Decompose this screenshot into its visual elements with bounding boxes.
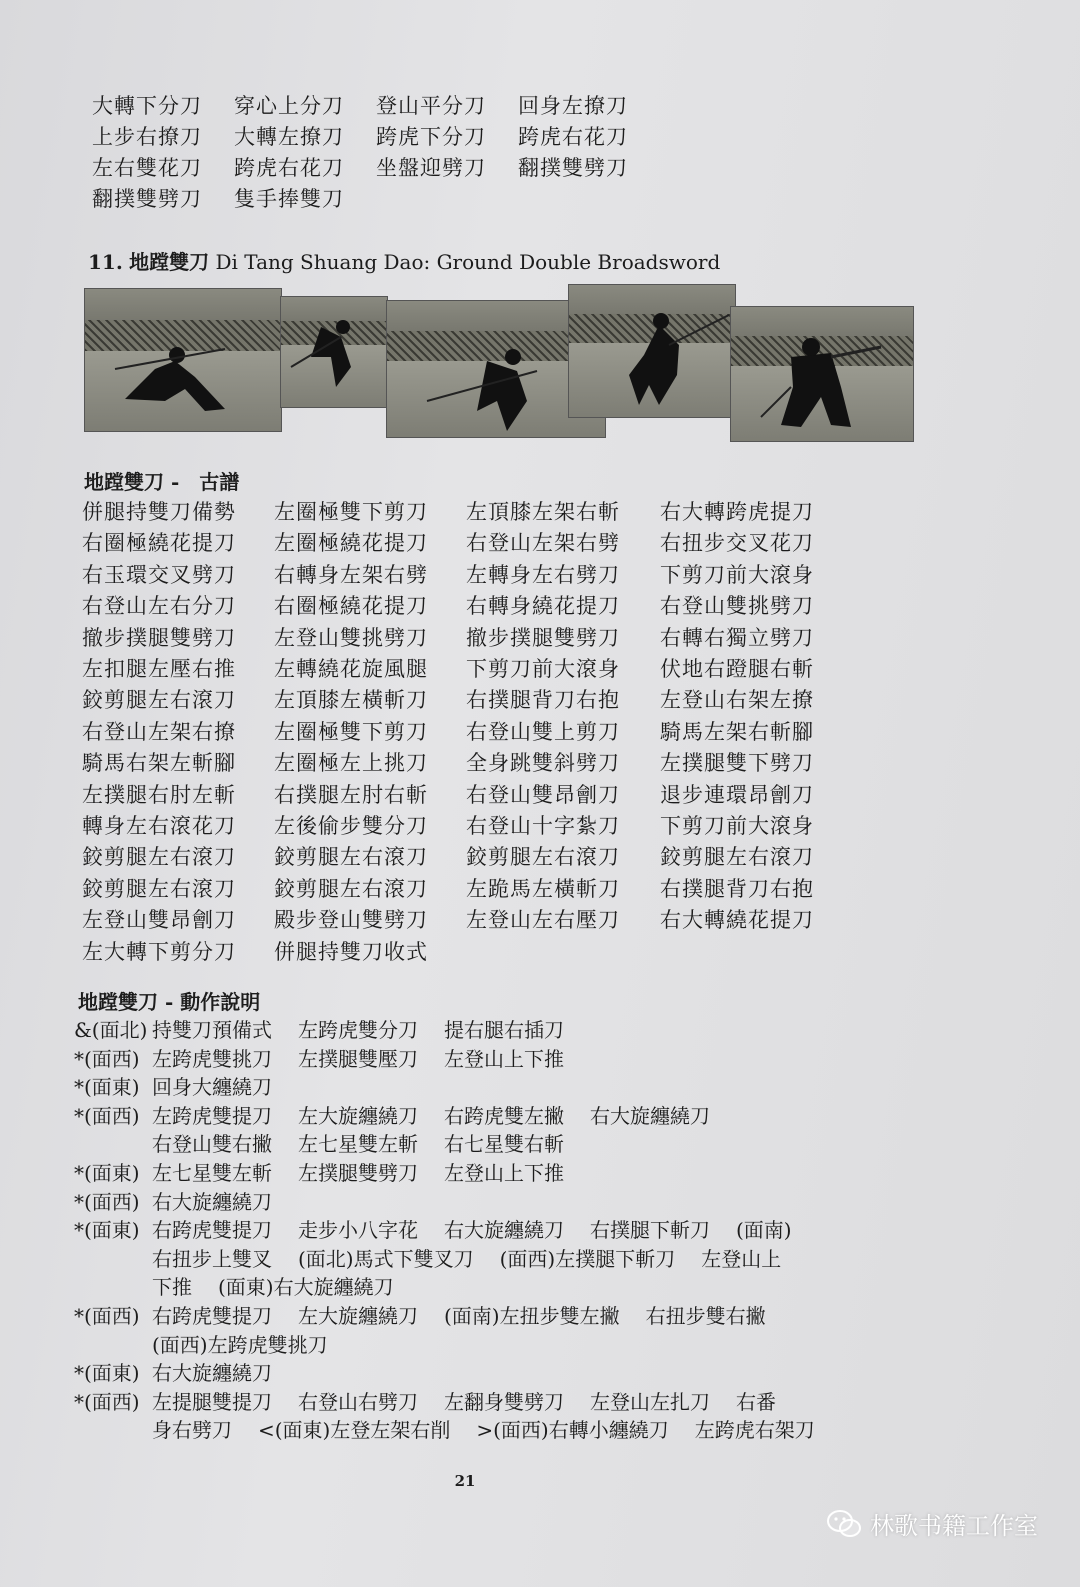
- watermark: [826, 1506, 1038, 1541]
- wechat-icon: [826, 1509, 862, 1539]
- movement-item: 左大旋纏繞刀: [298, 1303, 418, 1328]
- direction-prefix: *(面東): [74, 1075, 140, 1100]
- move-item: 右登山雙昂劊刀: [466, 782, 620, 807]
- move-item: 鉸剪腿左右滾刀: [82, 876, 236, 901]
- movement-item: 持雙刀預備式: [152, 1018, 272, 1042]
- movement-item: 右跨虎雙左撇: [444, 1103, 564, 1128]
- move-item: 左扣腿左壓右推: [82, 657, 236, 682]
- movement-line: [74, 1359, 904, 1388]
- movement-item: 右扭步上雙叉: [152, 1246, 272, 1271]
- move-item: 右大轉繞花提刀: [660, 908, 814, 933]
- move-item: 左圈極雙下剪刀: [274, 500, 428, 524]
- move-item: 左撲腿雙下劈刀: [660, 751, 814, 776]
- move-item: 右撲腿背刀右抱: [466, 688, 620, 713]
- move-item: 左轉身左右劈刀: [466, 562, 620, 587]
- move-item: 翻撲雙劈刀: [518, 156, 628, 180]
- direction-prefix: &(面北): [74, 1018, 148, 1042]
- move-item: 左右雙花刀: [92, 156, 202, 180]
- move-item: 隻手捧雙刀: [234, 187, 344, 211]
- movement-item: 左跨虎右架刀: [694, 1418, 815, 1443]
- movement-item: 右登山雙右撇: [152, 1132, 272, 1157]
- move-item: 跨虎右花刀: [518, 125, 628, 149]
- page-number: 21: [454, 1472, 476, 1490]
- move-item: 大轉左撩刀: [234, 125, 344, 149]
- direction-prefix: *(面西): [74, 1189, 140, 1214]
- movement-line: [74, 1188, 904, 1217]
- move-item: 鉸剪腿左右滾刀: [274, 845, 428, 870]
- movement-item: <(面東)左登左架右削: [258, 1418, 451, 1443]
- move-item: 騎馬左架右斬腳: [660, 719, 814, 744]
- movement-item: 回身大纏繞刀: [152, 1075, 272, 1100]
- movement-item: 右撲腿下斬刀: [590, 1218, 710, 1243]
- movement-line: [74, 1302, 904, 1331]
- movement-item: 左登山左扎刀: [590, 1389, 710, 1414]
- photo-5: [730, 306, 914, 442]
- movement-line: [74, 1016, 904, 1045]
- move-item: 左撲腿右肘左斬: [82, 782, 236, 807]
- move-item: 右登山左架右撩: [82, 719, 236, 744]
- move-item: 回身左撩刀: [518, 94, 628, 118]
- move-item: 鉸剪腿左右滾刀: [82, 688, 236, 713]
- movement-line: [74, 1102, 904, 1131]
- movement-item: 身右劈刀: [152, 1418, 232, 1443]
- move-item: 左轉繞花旋風腿: [274, 657, 428, 682]
- move-item: 右轉右獨立劈刀: [660, 625, 814, 650]
- top-move-list: [92, 92, 660, 214]
- direction-prefix: *(面東): [74, 1160, 140, 1185]
- photo-2: [280, 296, 388, 408]
- section-heading: [88, 246, 720, 275]
- movement-item: 走步小八字花: [298, 1218, 418, 1243]
- move-item: 併腿持雙刀收式: [274, 939, 428, 964]
- photo-strip: [84, 282, 914, 442]
- move-item: 右玉環交叉劈刀: [82, 562, 236, 587]
- movement-line: [74, 1388, 904, 1417]
- direction-prefix: *(面西): [74, 1303, 140, 1328]
- move-item: 跨虎右花刀: [234, 156, 344, 180]
- movement-item: 左翻身雙劈刀: [444, 1389, 564, 1414]
- move-item: 伏地右蹬腿右斬: [660, 657, 814, 682]
- movement-line: [74, 1416, 904, 1445]
- direction-prefix: *(面西): [74, 1389, 140, 1414]
- section-number: 11.: [88, 250, 123, 274]
- move-item: 左圈極左上挑刀: [274, 751, 428, 776]
- move-item: 大轉下分刀: [92, 94, 202, 118]
- movement-item: (面西)左撲腿下斬刀: [499, 1246, 676, 1271]
- movement-item: 左跨虎雙分刀: [298, 1018, 418, 1042]
- move-item: 右轉身繞花提刀: [466, 594, 620, 619]
- movement-line: [74, 1073, 904, 1102]
- move-item: 右轉身左架右劈: [274, 562, 428, 587]
- move-item: 右登山十字紮刀: [466, 814, 620, 839]
- move-item: 右圈極繞花提刀: [82, 531, 236, 556]
- section-title-en: Di Tang Shuang Dao: Ground Double Broadsword: [215, 250, 721, 274]
- movement-item: (面南): [736, 1218, 792, 1243]
- movement-item: 下推: [152, 1275, 192, 1300]
- movement-line: [74, 1130, 904, 1159]
- move-item: 左圈極繞花提刀: [274, 531, 428, 556]
- photo-1: [84, 288, 282, 432]
- direction-prefix: *(面西): [74, 1046, 140, 1071]
- move-item: 鉸剪腿左右滾刀: [466, 845, 620, 870]
- move-item: 下剪刀前大滾身: [660, 814, 814, 839]
- move-item: 騎馬右架左斬腳: [82, 751, 236, 776]
- move-item: 左後偷步雙分刀: [274, 814, 428, 839]
- move-item: 左大轉下剪分刀: [82, 939, 236, 964]
- movement-line: [74, 1216, 904, 1245]
- move-item: 左登山右架左撩: [660, 688, 814, 713]
- move-item: 上步右撩刀: [92, 125, 202, 149]
- move-item: 右扭步交叉花刀: [660, 531, 814, 556]
- movement-item: 右登山右劈刀: [298, 1389, 418, 1414]
- movement-item: 右大旋纏繞刀: [444, 1218, 564, 1243]
- movement-item: 左撲腿雙壓刀: [298, 1046, 418, 1071]
- movement-item: 左大旋纏繞刀: [298, 1103, 418, 1128]
- move-item: 登山平分刀: [376, 94, 486, 118]
- movement-item: 提右腿右插刀: [444, 1018, 564, 1042]
- move-item: 翻撲雙劈刀: [92, 187, 202, 211]
- movement-item: 左登山上下推: [444, 1046, 564, 1071]
- movement-item: >(面西)右轉小纏繞刀: [476, 1418, 669, 1443]
- movement-item: 左登山上: [701, 1246, 782, 1271]
- move-item: 右圈極繞花提刀: [274, 594, 428, 619]
- movement-item: 左跨虎雙提刀: [152, 1103, 272, 1128]
- move-item: 右登山雙上剪刀: [466, 719, 620, 744]
- move-item: 撤步撲腿雙劈刀: [466, 625, 620, 650]
- movement-item: 右大旋纏繞刀: [152, 1361, 272, 1386]
- move-item: 鉸剪腿左右滾刀: [660, 845, 814, 870]
- move-item: 併腿持雙刀備勢: [82, 500, 236, 524]
- move-item: 右撲腿背刀右抱: [660, 876, 814, 901]
- section-title-zh: 地蹚雙刀: [129, 250, 210, 274]
- movement-item: 右跨虎雙提刀: [152, 1218, 272, 1243]
- movement-item: 左七星雙左斬: [152, 1160, 272, 1185]
- movement-item: (面北)馬式下雙叉刀: [298, 1246, 474, 1271]
- movement-item: (面西)左跨虎雙挑刀: [152, 1332, 328, 1357]
- movement-item: (面東)右大旋纏繞刀: [218, 1275, 394, 1300]
- movement-item: (面南)左扭步雙左撇: [444, 1303, 620, 1328]
- move-item: 右登山左架右劈: [466, 531, 620, 556]
- movement-line: [74, 1159, 904, 1188]
- move-item: 跨虎下分刀: [376, 125, 486, 149]
- movement-line: [74, 1273, 904, 1302]
- watermark-text: 林歌书籍工作室: [870, 1512, 1038, 1540]
- movement-line: [74, 1045, 904, 1074]
- movement-line: [74, 1245, 904, 1274]
- movement-item: 右七星雙右斬: [444, 1132, 564, 1157]
- move-item: 右大轉跨虎提刀: [660, 500, 814, 524]
- move-item: 穿心上分刀: [234, 94, 344, 118]
- movement-item: 右大旋纏繞刀: [152, 1189, 272, 1214]
- move-item: 撤步撲腿雙劈刀: [82, 625, 236, 650]
- movement-item: 左七星雙左斬: [298, 1132, 418, 1157]
- shuoming-heading: 地蹚雙刀 - 動作說明: [78, 990, 261, 1014]
- move-item: 鉸剪腿左右滾刀: [82, 845, 236, 870]
- move-item: 殿步登山雙劈刀: [274, 908, 428, 933]
- direction-prefix: *(面西): [74, 1103, 140, 1128]
- move-item: 左登山左右壓刀: [466, 908, 620, 933]
- move-item: 轉身左右滾花刀: [82, 814, 236, 839]
- direction-prefix: *(面東): [74, 1218, 140, 1243]
- move-item: 左登山雙挑劈刀: [274, 625, 428, 650]
- guchu-move-list: [82, 498, 850, 967]
- movement-item: 右大旋纏繞刀: [590, 1103, 710, 1128]
- movement-item: 右番: [736, 1389, 776, 1414]
- move-item: 左頂膝左橫斬刀: [274, 688, 428, 713]
- direction-prefix: *(面東): [74, 1361, 140, 1386]
- movement-item: 右跨虎雙提刀: [152, 1303, 272, 1328]
- move-item: 左跪馬左橫斬刀: [466, 876, 620, 901]
- move-item: 退步連環昂劊刀: [660, 782, 814, 807]
- photo-4: [568, 284, 736, 418]
- guchu-heading: 地蹚雙刀 - 古譜: [84, 470, 240, 494]
- move-item: 鉸剪腿左右滾刀: [274, 876, 428, 901]
- move-item: 右撲腿左肘右斬: [274, 782, 428, 807]
- move-item: 左圈極雙下剪刀: [274, 719, 428, 744]
- move-item: 右登山左右分刀: [82, 594, 236, 619]
- movement-item: 左跨虎雙挑刀: [152, 1046, 272, 1071]
- movement-description: [74, 1016, 904, 1445]
- movement-item: 左登山上下推: [444, 1160, 564, 1185]
- movement-item: 左提腿雙提刀: [152, 1389, 272, 1414]
- move-item: 下剪刀前大滾身: [466, 657, 620, 682]
- move-item: 左登山雙昂劊刀: [82, 908, 236, 933]
- move-item: 左頂膝左架右斬: [466, 500, 620, 524]
- movement-item: 左撲腿雙劈刀: [298, 1160, 418, 1185]
- movement-item: 右扭步雙右撇: [645, 1303, 766, 1328]
- movement-line: [74, 1331, 904, 1360]
- move-item: 全身跳雙斜劈刀: [466, 751, 620, 776]
- move-item: 右登山雙挑劈刀: [660, 594, 814, 619]
- move-item: 坐盤迎劈刀: [376, 156, 486, 180]
- move-item: 下剪刀前大滾身: [660, 562, 814, 587]
